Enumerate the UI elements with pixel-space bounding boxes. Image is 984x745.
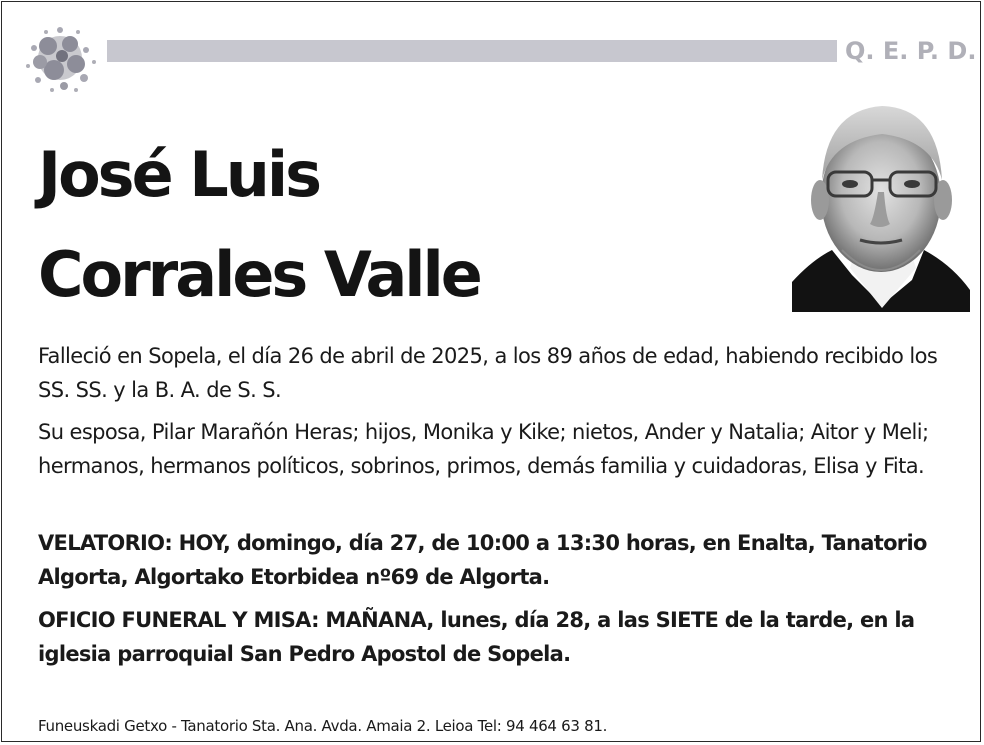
flower-icon: [18, 18, 102, 98]
family-list: Su esposa, Pilar Marañón Heras; hijos, Monika y Kike; nietos, Ander y Natalia; Aitor y Meli; hermanos, hermanos políticos, sobrinos, primos, demás familia y cuidadoras, Elisa y Fita.: [38, 420, 929, 478]
funeral-details: OFICIO FUNERAL Y MISA: MAÑANA, lunes, día 28, a las SIETE de la tarde, en la iglesia parroquial San Pedro Apostol de Sopela.: [38, 608, 915, 666]
death-notice: Falleció en Sopela, el día 26 de abril de 2025, a los 89 años de edad, habiendo recibido los SS. SS. y la B. A. de S. S.: [38, 344, 938, 402]
obituary-frame: [1, 1, 981, 742]
portrait-photo: [792, 100, 970, 312]
funeral-home-footer: Funeuskadi Getxo - Tanatorio Sta. Ana. Avda. Amaia 2. Leioa Tel: 94 464 63 81.: [38, 717, 608, 735]
deceased-surname: Corrales Valle: [38, 238, 480, 311]
deceased-first-name: José Luis: [38, 138, 320, 211]
header-bar: [107, 40, 837, 62]
wake-details: VELATORIO: HOY, domingo, día 27, de 10:00 a 13:30 horas, en Enalta, Tanatorio Algorta, Algortako Etorbidea nº69 de Algorta.: [38, 531, 927, 589]
qepd-label: Q. E. P. D.: [845, 37, 977, 65]
